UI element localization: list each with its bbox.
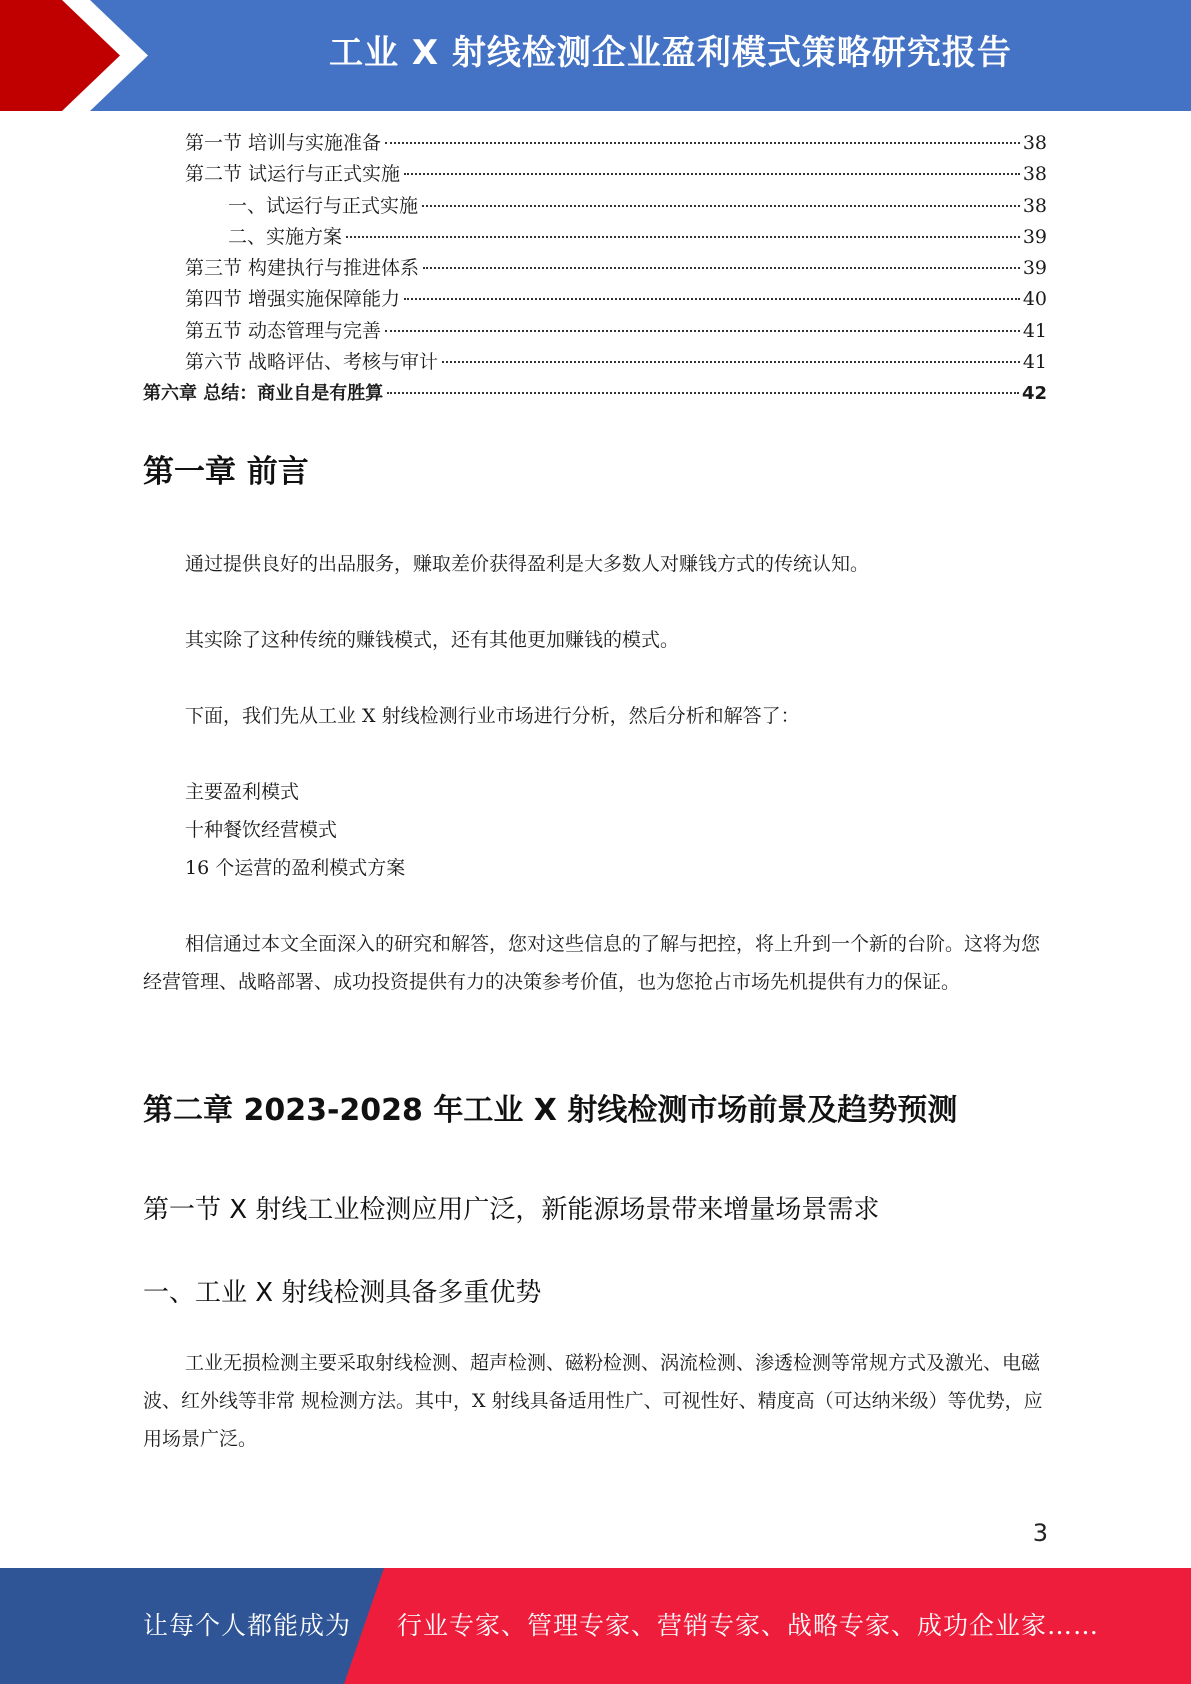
toc-entry-page: 38 <box>1022 132 1047 154</box>
toc-entry[interactable] <box>143 128 1047 159</box>
footer-slogan-right: 行业专家、管理专家、营销专家、战略专家、成功企业家…… <box>397 1611 1100 1640</box>
toc-entry-page: 39 <box>1022 225 1047 248</box>
toc-entry-label: 第一节 培训与实施准备 <box>185 132 382 154</box>
list-item: 16 个运营的盈利模式方案 <box>185 857 406 879</box>
toc-entry-page: 39 <box>1022 257 1047 280</box>
toc-entry-label: 第六节 战略评估、考核与审计 <box>185 351 439 374</box>
section-heading: 第一节 X 射线工业检测应用广泛，新能源场景带来增量场景需求 <box>143 1195 880 1225</box>
toc-leader-dots <box>346 236 1020 238</box>
body-paragraph: 下面，我们先从工业 X 射线检测行业市场进行分析，然后分析和解答了： <box>185 705 800 727</box>
toc-entry-page: 38 <box>1022 163 1047 186</box>
page-footer <box>0 1568 1191 1684</box>
toc-entry-label: 二、实施方案 <box>228 225 343 248</box>
body-paragraph: 相信通过本文全面深入的研究和解答，您对这些信息的了解与把控，将上升到一个新的台阶。这将为您经营管理、战略部署、成功投资提供有力的决策参考价值，也为您抢占市场先机提供有力的保证。 <box>143 933 1041 993</box>
footer-slogan-left: 让每个人都能成为 <box>143 1611 352 1640</box>
toc-entry[interactable] <box>143 284 1047 315</box>
subsection-heading: 一、工业 X 射线检测具备多重优势 <box>143 1278 542 1308</box>
body-paragraph: 通过提供良好的出品服务，赚取差价获得盈利是大多数人对赚钱方式的传统认知。 <box>185 553 870 575</box>
chapter-heading: 第一章 前言 <box>143 454 309 490</box>
toc-leader-dots <box>422 205 1020 207</box>
toc-leader-dots <box>423 267 1020 269</box>
toc-leader-dots <box>387 392 1019 394</box>
list-item: 主要盈利模式 <box>185 781 300 803</box>
list-item: 十种餐饮经营模式 <box>185 819 338 841</box>
toc-entry-chapter[interactable] <box>143 378 1047 409</box>
toc-entry[interactable] <box>143 316 1047 347</box>
toc-leader-dots <box>442 361 1020 363</box>
toc-entry-label: 第五节 动态管理与完善 <box>185 319 382 342</box>
body-paragraph: 工业无损检测主要采取射线检测、超声检测、磁粉检测、涡流检测、渗透检测等常规方式及激光、电磁波、红外线等非常 规检测方法。其中，X 射线具备适用性广、可视性好、精度高（可达纳米级）等优势，应用场景广泛。 <box>143 1352 1043 1450</box>
chapter-heading: 第二章 2023-2028 年工业 X 射线检测市场前景及趋势预测 <box>143 1093 958 1128</box>
toc-entry-label: 第四节 增强实施保障能力 <box>185 288 401 311</box>
toc-entry-page: 41 <box>1022 319 1047 342</box>
toc-entry-page: 42 <box>1021 383 1047 405</box>
toc-entry[interactable] <box>143 159 1047 190</box>
toc-entry[interactable] <box>143 347 1047 378</box>
toc-entry-label: 第六章 总结：商业自是有胜算 <box>143 383 384 405</box>
toc-leader-dots <box>385 142 1020 144</box>
toc-leader-dots <box>385 330 1020 332</box>
table-of-contents <box>143 128 1047 410</box>
toc-entry[interactable] <box>143 222 1047 253</box>
toc-entry-page: 38 <box>1022 194 1047 217</box>
page-header <box>0 0 1191 111</box>
toc-entry[interactable] <box>143 253 1047 284</box>
toc-entry[interactable] <box>143 191 1047 222</box>
toc-entry-label: 第三节 构建执行与推进体系 <box>185 257 420 280</box>
page-number: 3 <box>1032 1519 1048 1547</box>
body-paragraph: 其实除了这种传统的赚钱模式，还有其他更加赚钱的模式。 <box>185 629 680 651</box>
toc-leader-dots <box>404 173 1020 175</box>
toc-entry-label: 一、试运行与正式实施 <box>228 194 419 217</box>
toc-entry-page: 41 <box>1022 351 1047 374</box>
toc-leader-dots <box>404 298 1020 300</box>
report-title: 工业 X 射线检测企业盈利模式策略研究报告 <box>329 33 1012 73</box>
toc-entry-page: 40 <box>1022 288 1047 311</box>
toc-entry-label: 第二节 试运行与正式实施 <box>185 163 401 186</box>
